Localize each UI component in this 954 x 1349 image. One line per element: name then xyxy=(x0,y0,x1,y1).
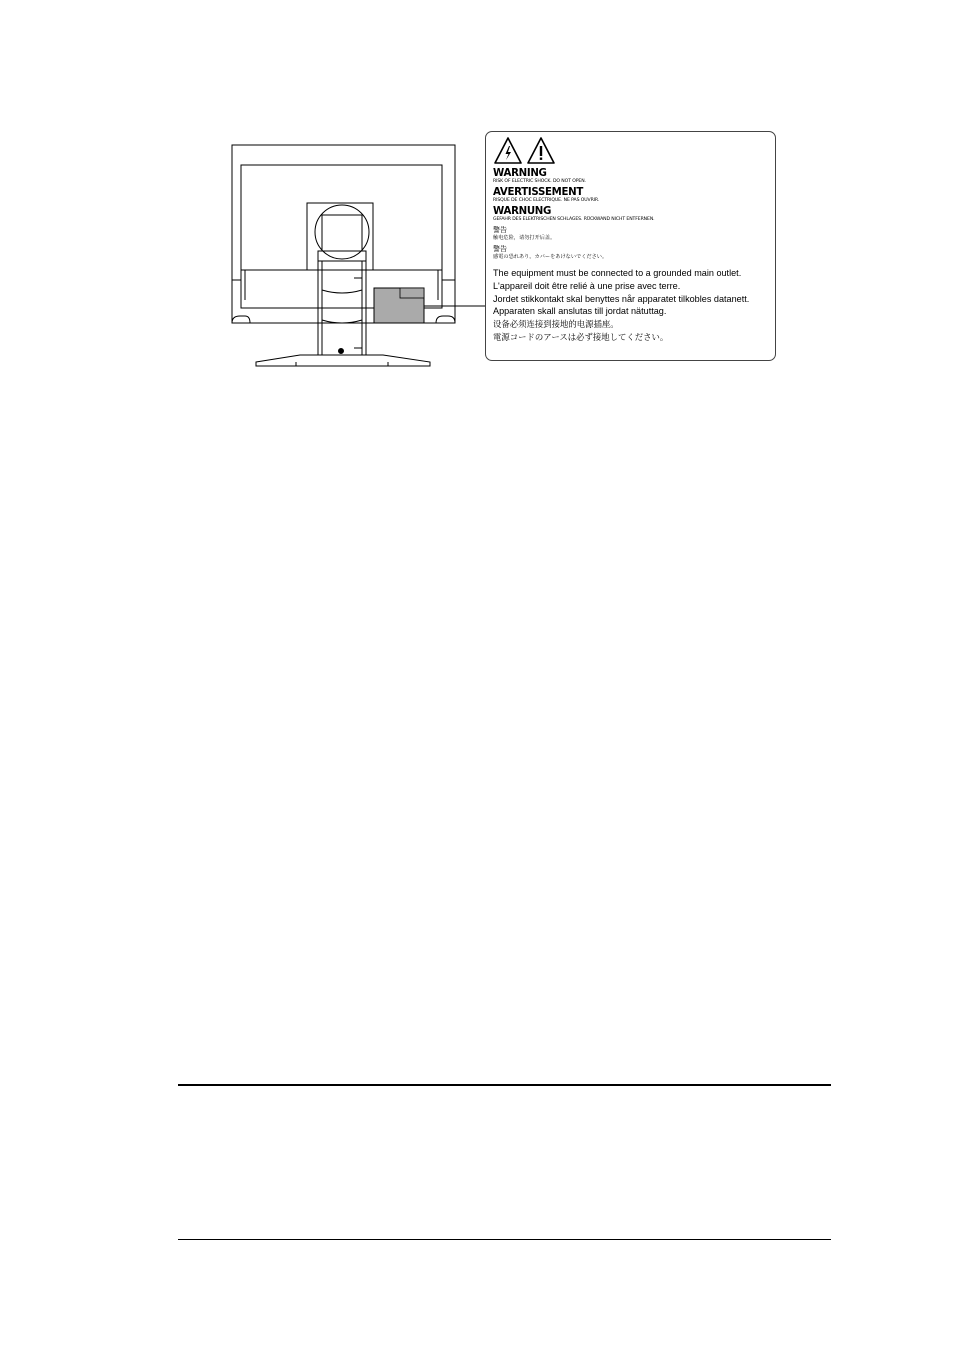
grounding-text-zh: 设备必须连接到接地的电源插座。 xyxy=(493,319,619,330)
warning-label xyxy=(485,131,776,361)
warning-heading-ja: 警告 xyxy=(493,245,507,253)
warning-heading-fr: AVERTISSEMENT xyxy=(493,187,584,198)
warning-heading-zh: 警告 xyxy=(493,226,507,234)
grounding-text-no: Jordet stikkontakt skal benyttes når apparatet tilkobles datanett. xyxy=(493,293,750,304)
grounding-text-fr: L'appareil doit être relié à une prise avec terre. xyxy=(493,280,681,291)
warning-icons xyxy=(493,136,769,166)
grounding-text-ja: 電源コードのアースは必ず接地してください。 xyxy=(493,331,669,342)
bottom-divider-rule xyxy=(178,1239,831,1240)
monitor-rear-view-illustration xyxy=(225,140,465,370)
warning-heading-de: WARNUNG xyxy=(493,206,552,217)
top-divider-rule xyxy=(178,1084,831,1086)
warning-text-de: GEFAHR DES ELEKTRISCHEN SCHLAGES. RÜCKWAND NICHT ENTFERNEN. xyxy=(493,217,655,222)
grounding-text-sv: Apparaten skall anslutas till jordat nätuttag. xyxy=(493,306,667,317)
warning-text-ja: 感電の恐れあり。カバーをあけないでください。 xyxy=(493,254,608,260)
warning-heading-en: WARNING xyxy=(493,168,547,179)
warning-text-fr: RISQUE DE CHOC ELECTRIQUE. NE PAS OUVRIR. xyxy=(493,198,600,203)
general-warning-icon xyxy=(526,136,556,166)
grounding-notice xyxy=(493,267,769,344)
grounding-text-en: The equipment must be connected to a grounded main outlet. xyxy=(493,268,742,278)
warning-text-zh: 触电危险，请勿打开后盖。 xyxy=(493,235,556,241)
electric-shock-warning-icon xyxy=(493,136,523,166)
warning-text-en: RISK OF ELECTRIC SHOCK. DO NOT OPEN. xyxy=(493,179,586,184)
